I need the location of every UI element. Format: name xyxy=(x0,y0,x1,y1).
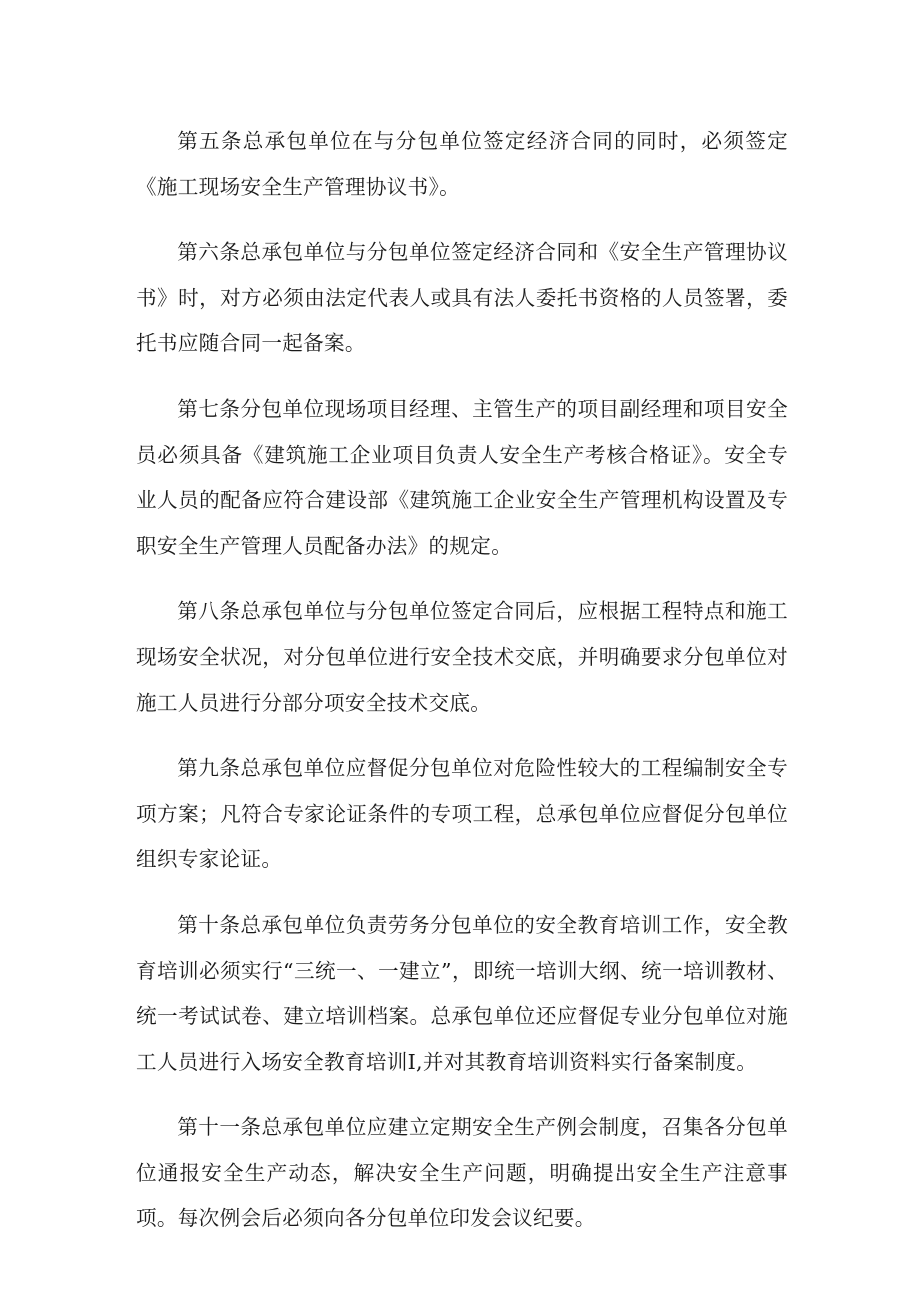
article-7-paragraph: 第七条分包单位现场项目经理、主管生产的项目副经理和项目安全员必须具备《建筑施工企业项目负责人安全生产考核合格证》。安全专业人员的配备应符合建设部《建筑施工企业安全生产管理机构设置及专职安全生产管理人员配备办法》的规定。 xyxy=(136,396,788,558)
article-9-paragraph: 第九条总承包单位应督促分包单位对危险性较大的工程编制安全专项方案；凡符合专家论证条件的专项工程，总承包单位应督促分包单位组织专家论证。 xyxy=(136,756,788,872)
document-body xyxy=(136,119,788,1262)
article-5-paragraph: 第五条总承包单位在与分包单位签定经济合同的同时，必须签定《施工现场安全生产管理协议书》。 xyxy=(136,129,788,199)
article-10-paragraph: 第十条总承包单位负责劳务分包单位的安全教育培训工作，安全教育培训必须实行“三统一、一建立”，即统一培训大纲、统一培训教材、统一考试试卷、建立培训档案。总承包单位还应督促专业分包单位对施工人员进行入场安全教育培训I,并对其教育培训资料实行备案制度。 xyxy=(136,912,788,1074)
article-8-paragraph: 第八条总承包单位与分包单位签定合同后，应根据工程特点和施工现场安全状况，对分包单位进行安全技术交底，并明确要求分包单位对施工人员进行分部分项安全技术交底。 xyxy=(136,599,788,715)
article-11-paragraph: 第十一条总承包单位应建立定期安全生产例会制度，召集各分包单位通报安全生产动态，解决安全生产问题，明确提出安全生产注意事项。每次例会后必须向各分包单位印发会议纪要。 xyxy=(136,1115,788,1231)
article-6-paragraph: 第六条总承包单位与分包单位签定经济合同和《安全生产管理协议书》时，对方必须由法定代表人或具有法人委托书资格的人员签署，委托书应随合同一起备案。 xyxy=(136,240,788,356)
